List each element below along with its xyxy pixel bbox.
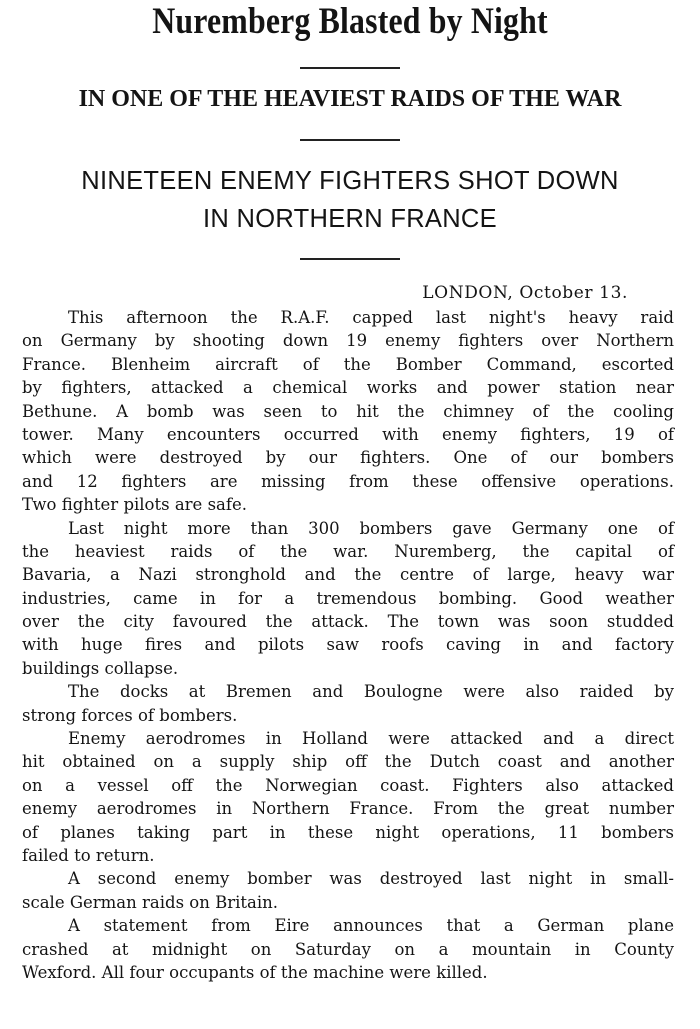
- headline: Nuremberg Blasted by Night: [152, 1, 548, 42]
- body-line: A second enemy bomber was destroyed last night in small-: [68, 869, 674, 889]
- body-line: Enemy aerodromes in Holland were attacked and a direct: [68, 729, 674, 749]
- body-line: This afternoon the R.A.F. capped last night's heavy raid: [68, 308, 674, 327]
- body-line: hit obtained on a supply ship off the Dutch coast and another: [22, 752, 674, 772]
- body-line: on a vessel off the Norwegian coast. Fighters also attacked: [22, 775, 674, 795]
- body-line: Wexford. All four occupants of the machine were killed.: [22, 962, 488, 982]
- body-line: crashed at midnight on Saturday on a mountain in County: [22, 939, 674, 959]
- body-line: Bavaria, a Nazi stronghold and the centre of large, heavy war: [22, 565, 674, 585]
- divider-rule: [300, 139, 400, 141]
- body-line: of planes taking part in these night operations, 11 bombers: [22, 822, 674, 842]
- divider-rule: [300, 258, 400, 260]
- body-line: by fighters, attacked a chemical works and power station near: [22, 378, 674, 398]
- body-line: strong forces of bombers.: [22, 705, 238, 725]
- body-line: on Germany by shooting down 19 enemy fighters over Northern: [22, 331, 674, 351]
- article-body: [22, 306, 674, 984]
- body-line: Two fighter pilots are safe.: [22, 495, 247, 515]
- deck-line: IN NORTHERN FRANCE: [203, 205, 497, 233]
- body-line: industries, came in for a tremendous bombing. Good weather: [22, 588, 674, 608]
- body-line: failed to return.: [22, 845, 155, 865]
- divider-rule: [300, 67, 400, 69]
- body-line: tower. Many encounters occurred with enemy fighters, 19 of: [22, 424, 674, 444]
- body-line: The docks at Bremen and Boulogne were also raided by: [68, 682, 674, 702]
- body-line: Last night more than 300 bombers gave Germany one of: [68, 518, 674, 538]
- body-line: Bethune. A bomb was seen to hit the chimney of the cooling: [22, 401, 674, 421]
- deck-headline: [0, 162, 700, 238]
- body-line: A statement from Eire announces that a German plane: [68, 916, 674, 936]
- dateline: LONDON, October 13.: [422, 283, 628, 303]
- body-line: France. Blenheim aircraft of the Bomber Command, escorted: [22, 354, 674, 374]
- body-line: scale German raids on Britain.: [22, 892, 279, 912]
- body-line: with huge fires and pilots saw roofs caving in and factory: [22, 635, 674, 655]
- body-line: and 12 fighters are missing from these offensive operations.: [22, 471, 674, 491]
- body-line: the heaviest raids of the war. Nuremberg, the capital of: [22, 541, 674, 561]
- deck-line: NINETEEN ENEMY FIGHTERS SHOT DOWN: [81, 167, 619, 195]
- body-line: buildings collapse.: [22, 658, 179, 678]
- body-line: enemy aerodromes in Northern France. From the great number: [22, 799, 674, 819]
- subheadline: IN ONE OF THE HEAVIEST RAIDS OF THE WAR: [78, 86, 622, 112]
- body-line: which were destroyed by our fighters. One of our bombers: [22, 448, 674, 468]
- body-line: over the city favoured the attack. The town was soon studded: [22, 612, 674, 632]
